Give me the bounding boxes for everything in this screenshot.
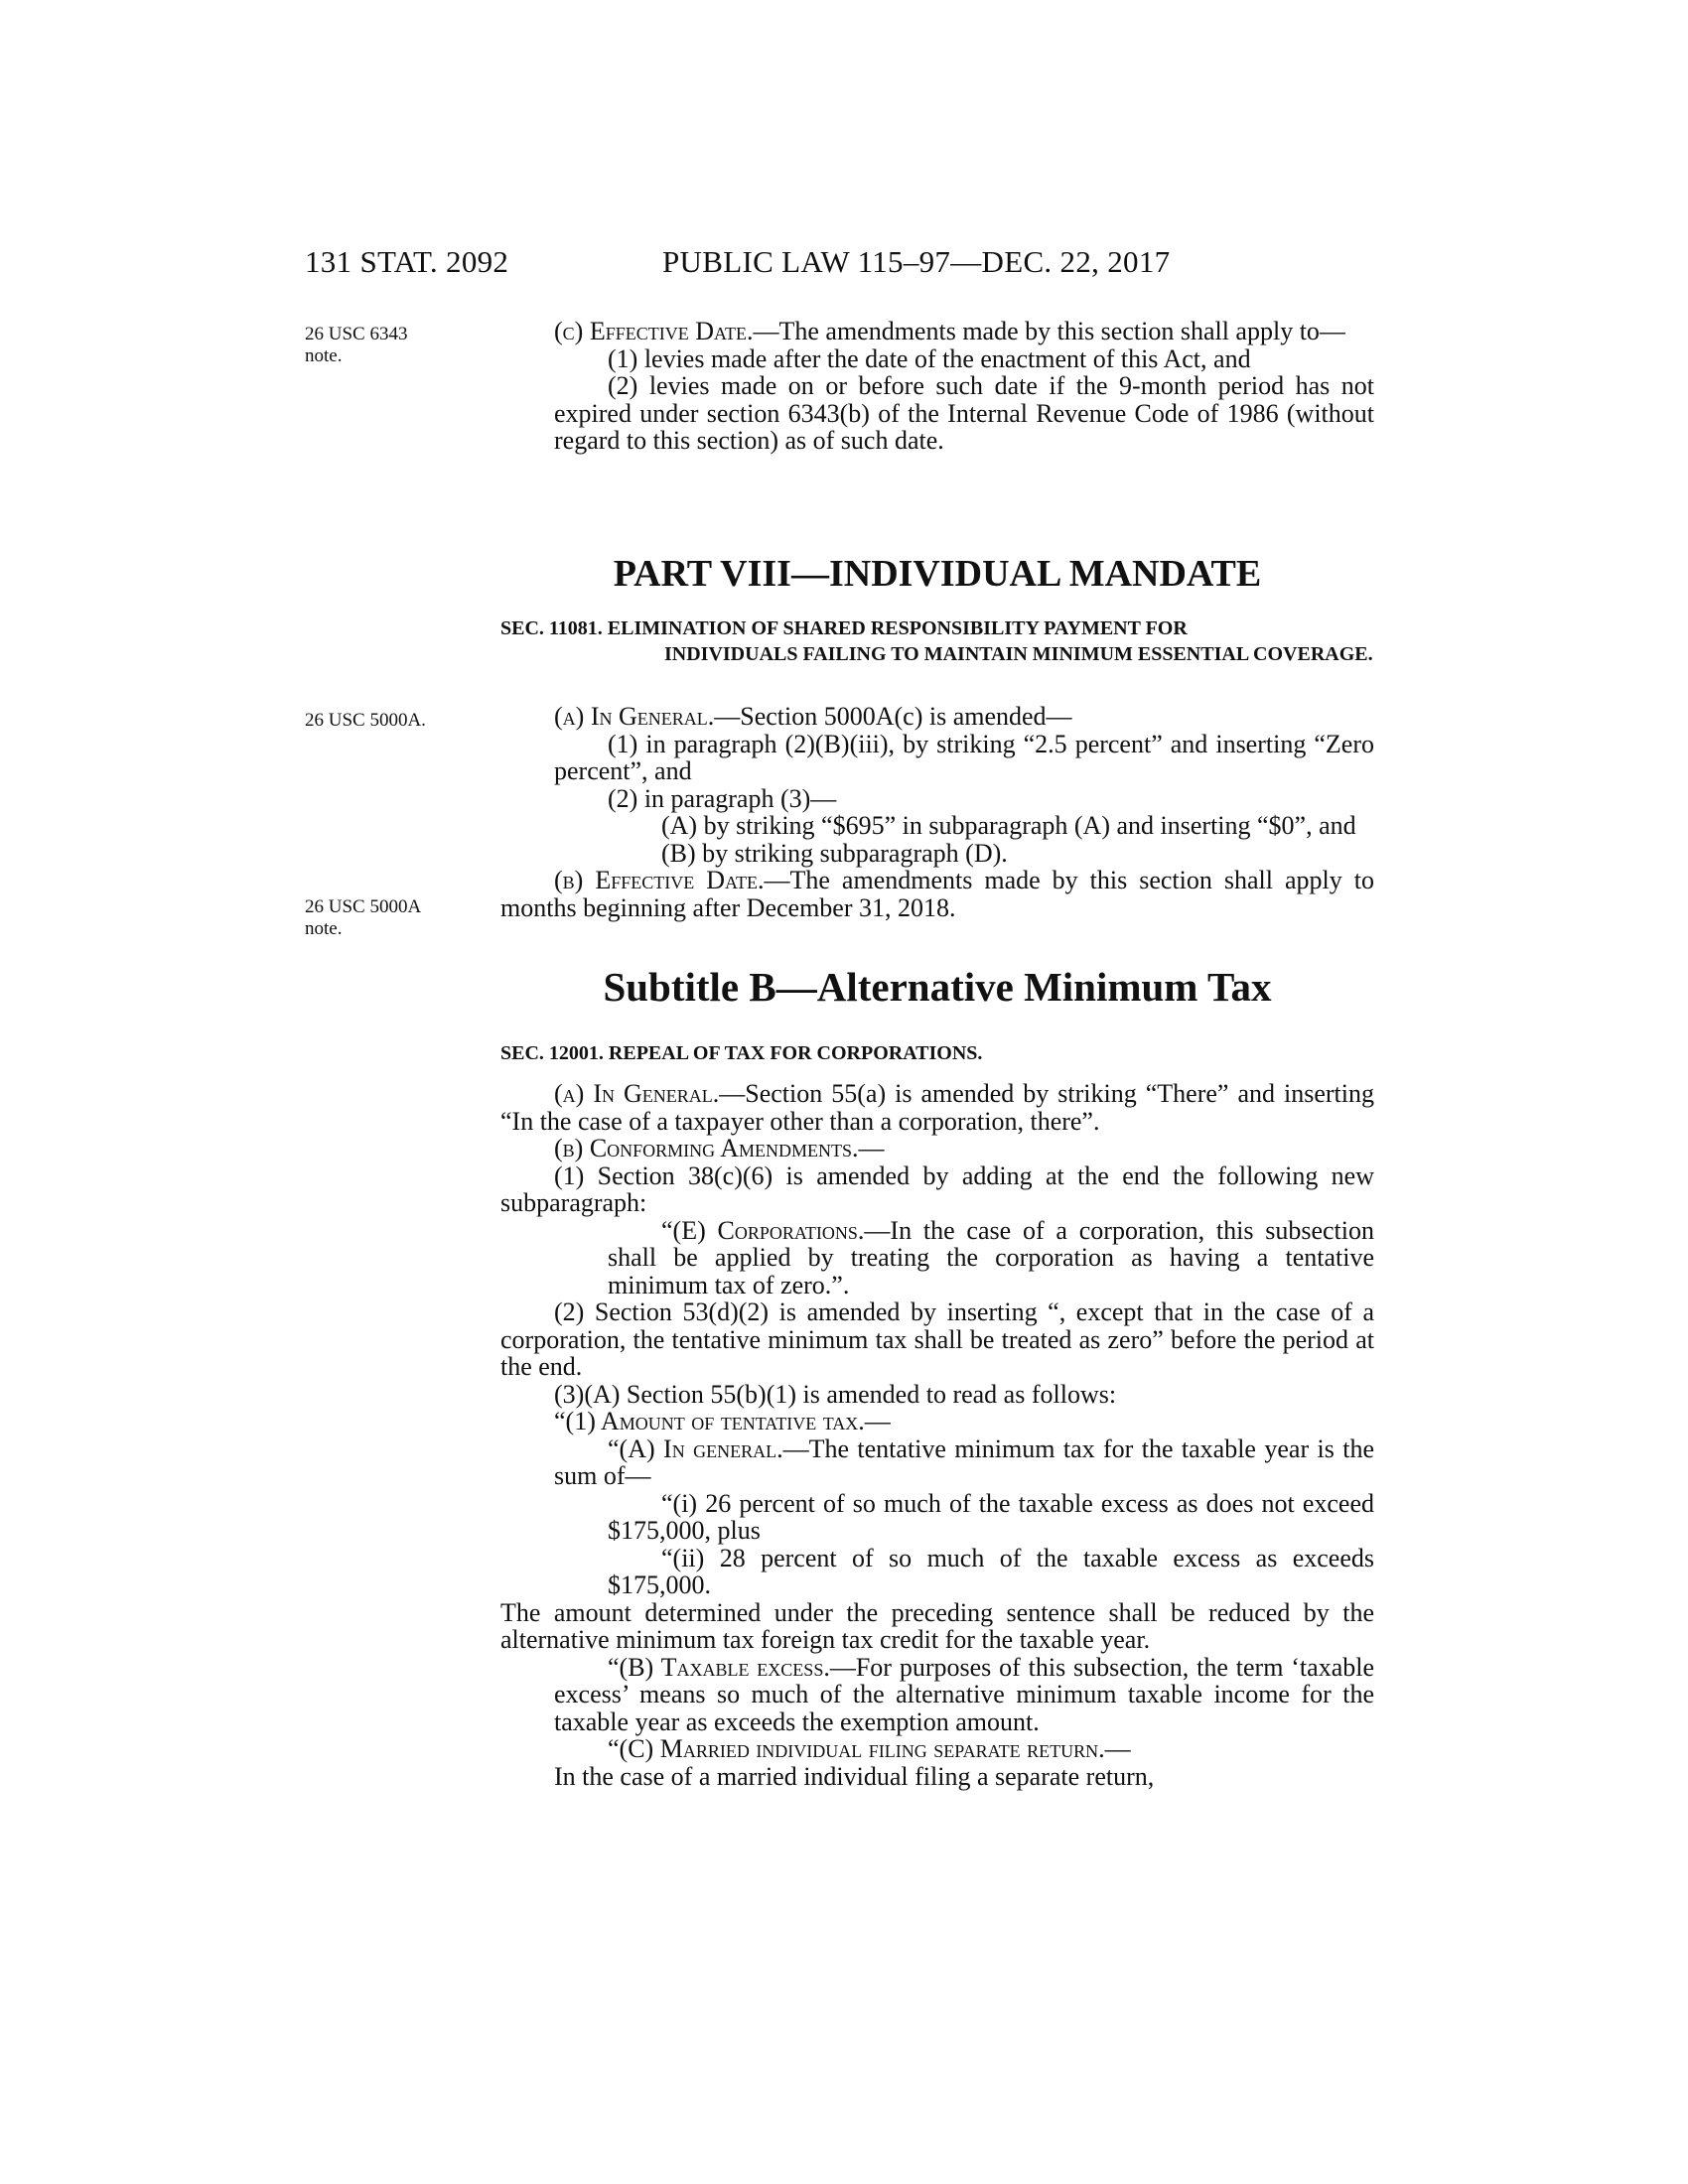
paragraph-a: [500, 1080, 1374, 1135]
heading-inline: (b) Effective Date.: [554, 866, 765, 894]
heading-inline: (a) In General.: [554, 702, 715, 731]
paragraph-text: —Section 5000A(c) is amended—: [714, 702, 1072, 731]
paragraph-2: (2) Section 53(d)(2) is amended by inserting “, except that in the case of a corporation, the tentative minimum tax shall be treated as zero” before the period at the end.: [500, 1297, 1374, 1381]
part-title: PART VIII—INDIVIDUAL MANDATE: [613, 553, 1262, 595]
margin-note-line: note.: [305, 345, 343, 366]
quoted-subparagraph-b: [500, 1654, 1374, 1736]
paragraph-text: —The tentative minimum tax for the taxable year is the sum of—: [554, 1433, 1375, 1490]
quoted-subparagraph-c: [500, 1735, 1374, 1763]
section-heading-12001: SEC. 12001. REPEAL OF TAX FOR CORPORATIONS.: [500, 1042, 983, 1064]
heading-inline: “(E) Corporations.: [661, 1215, 865, 1245]
paragraph-b: [500, 1135, 1374, 1162]
section-heading-first-line: [500, 615, 1374, 641]
section-12001-body: [500, 1080, 1374, 1790]
paragraph-text: —In the case of a corporation, this subsection shall be applied by treating the corporation as having a tentative minimum tax of zero.”.: [608, 1215, 1375, 1299]
paragraph-text: —: [1104, 1734, 1131, 1763]
margin-note-6343: [305, 324, 407, 367]
margin-note-line: note.: [305, 918, 343, 939]
section-number: SEC. 11081.: [500, 617, 603, 639]
quoted-subparagraph-a: [500, 1435, 1374, 1490]
margin-note-5000a: 26 USC 5000A.: [305, 710, 426, 731]
quoted-clause-ii: “(ii) 28 percent of so much of the taxable excess as exceeds $175,000.: [608, 1543, 1374, 1599]
paragraph-1: (1) Section 38(c)(6) is amended by adding at the end the following new subparagraph:: [500, 1160, 1374, 1217]
paragraph-1: (1) levies made after the date of the enactment of this Act, and: [608, 343, 1251, 373]
paragraph-b: [500, 867, 1374, 921]
paragraph-2: (2) levies made on or before such date if the 9-month period has not expired under section 6343(b) of the Internal Revenue Code of 1986 (without regard to this section) as of such date.: [554, 371, 1374, 455]
section-heading-11081: [500, 615, 1374, 667]
running-title: PUBLIC LAW 115–97—DEC. 22, 2017: [662, 244, 1171, 279]
page-number: 131 STAT. 2092: [305, 244, 509, 279]
paragraph-c: [500, 318, 1374, 345]
quoted-subparagraph-c-text: In the case of a married individual filing a separate return,: [554, 1761, 1155, 1791]
paragraph-text: —The amendments made by this section shall apply to—: [753, 317, 1345, 345]
quoted-paragraph-1: [500, 1408, 1374, 1435]
quoted-clause-i: “(i) 26 percent of so much of the taxable excess as does not exceed $175,000, plus: [608, 1488, 1374, 1545]
heading-inline: (b) Conforming Amendments.: [554, 1134, 859, 1162]
margin-note-5000a-note: [305, 896, 421, 940]
heading-inline: “(1) Amount of tentative tax.: [554, 1407, 865, 1435]
section-11081-body: [500, 703, 1374, 921]
margin-note-line: 26 USC 6343: [305, 324, 408, 344]
subparagraph-e: [500, 1217, 1374, 1299]
paragraph-2: (2) in paragraph (3)—: [608, 783, 837, 813]
paragraph-3a: (3)(A) Section 55(b)(1) is amended to read as follows:: [554, 1379, 1117, 1409]
paragraph-text: —: [864, 1407, 891, 1435]
subtitle-title: Subtitle B—Alternative Minimum Tax: [603, 964, 1272, 1010]
heading-inline: “(C) Married individual filing separate return.: [608, 1734, 1105, 1763]
heading-inline: (a) In General.: [554, 1079, 720, 1108]
flush-text: The amount determined under the preceding sentence shall be reduced by the alternative minimum tax foreign tax credit for the taxable year.: [500, 1597, 1374, 1654]
effective-date-block: [500, 318, 1374, 455]
paragraph-text: —: [858, 1134, 885, 1162]
paragraph-text: —The amendments made by this section shall apply to months beginning after December 31, 2018.: [500, 866, 1374, 922]
paragraph-1: (1) in paragraph (2)(B)(iii), by striking “2.5 percent” and inserting “Zero percent”, and: [554, 729, 1374, 785]
section-title: ELIMINATION OF SHARED RESPONSIBILITY PAYMENT FOR: [607, 617, 1188, 639]
heading-inline: (c) Effective Date.: [554, 317, 754, 345]
paragraph-text: —For purposes of this subsection, the term ‘taxable excess’ means so much of the alternative minimum taxable income for the taxable year as exceeds the exemption amount.: [554, 1652, 1374, 1736]
paragraph-a: [500, 703, 1374, 731]
section-heading-continuation: INDIVIDUALS FAILING TO MAINTAIN MINIMUM ESSENTIAL COVERAGE.: [664, 643, 1373, 665]
margin-note-line: 26 USC 5000A: [305, 896, 422, 917]
subparagraph-a: (A) by striking “$695” in subparagraph (A) and inserting “$0”, and: [661, 811, 1356, 840]
subparagraph-b: (B) by striking subparagraph (D).: [661, 838, 1008, 868]
heading-inline: “(B) Taxable excess.: [608, 1652, 830, 1682]
heading-inline: “(A) In general.: [608, 1433, 783, 1463]
paragraph-text: —Section 55(a) is amended by striking “There” and inserting “In the case of a taxpayer other than a corporation, there”.: [500, 1079, 1374, 1136]
